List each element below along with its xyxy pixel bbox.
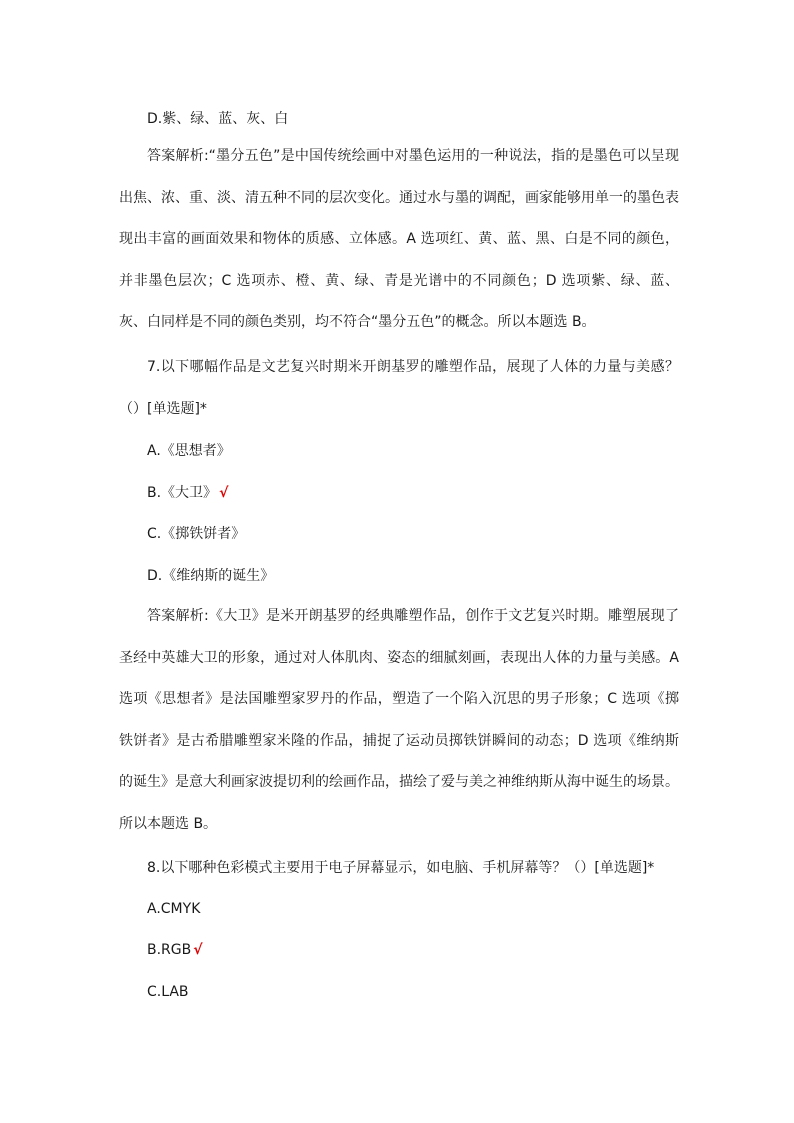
- q7-option-d: D.《维纳斯的诞生》: [147, 568, 275, 584]
- q8-stem: 8.以下哪种色彩模式主要用于电子屏幕显示，如电脑、手机屏幕等？（）[单选题]*: [147, 860, 655, 876]
- prev-option-d: D.紫、绿、蓝、灰、白: [147, 111, 289, 127]
- q7-stem: 7.以下哪幅作品是文艺复兴时期米开朗基罗的雕塑作品，展现了人体的力量与美感？（）[单选题]*: [119, 359, 679, 417]
- prev-answer-analysis: 答案解析:“墨分五色”是中国传统绘画中对墨色运用的一种说法，指的是墨色可以呈现出焦、浓、重、淡、清五种不同的层次变化。通过水与墨的调配，画家能够用单一的墨色表现出丰富的画面效果和物体的质感、立体感。A 选项红、黄、蓝、黑、白是不同的颜色，并非墨色层次；C 选项赤、橙、黄、绿、青是光谱中的不同颜色；D 选项紫、绿、蓝、灰、白同样是不同的颜色类别，均不符合“墨分五色”的概念。所以本题选 B。: [119, 148, 679, 330]
- q7-answer-analysis: 答案解析:《大卫》是米开朗基罗的经典雕塑作品，创作于文艺复兴时期。雕塑展现了圣经中英雄大卫的形象，通过对人体肌肉、姿态的细腻刻画，表现出人体的力量与美感。A 选项《思想者》是法国雕塑家罗丹的作品，塑造了一个陷入沉思的男子形象；C 选项《掷铁饼者》是古希腊雕塑家米隆的作品，捕捉了运动员掷铁饼瞬间的动态；D 选项《维纳斯的诞生》是意大利画家波提切利的绘画作品，描绘了爱与美之神维纳斯从海中诞生的场景。所以本题选 B。: [119, 608, 679, 832]
- q7-option-b: [147, 483, 228, 503]
- q8-option-a: A.CMYK: [147, 901, 201, 917]
- correct-check-icon: √: [193, 942, 203, 958]
- q8-option-c: C.LAB: [147, 984, 189, 1000]
- q7-option-c: C.《掷铁饼者》: [147, 526, 246, 542]
- q7-option-a: A.《思想者》: [147, 443, 231, 459]
- correct-check-icon: √: [219, 485, 229, 501]
- q7-option-b-label: B.《大卫》: [147, 485, 218, 501]
- q8-option-b-label: B.RGB: [147, 942, 192, 958]
- q8-option-b: [147, 940, 203, 960]
